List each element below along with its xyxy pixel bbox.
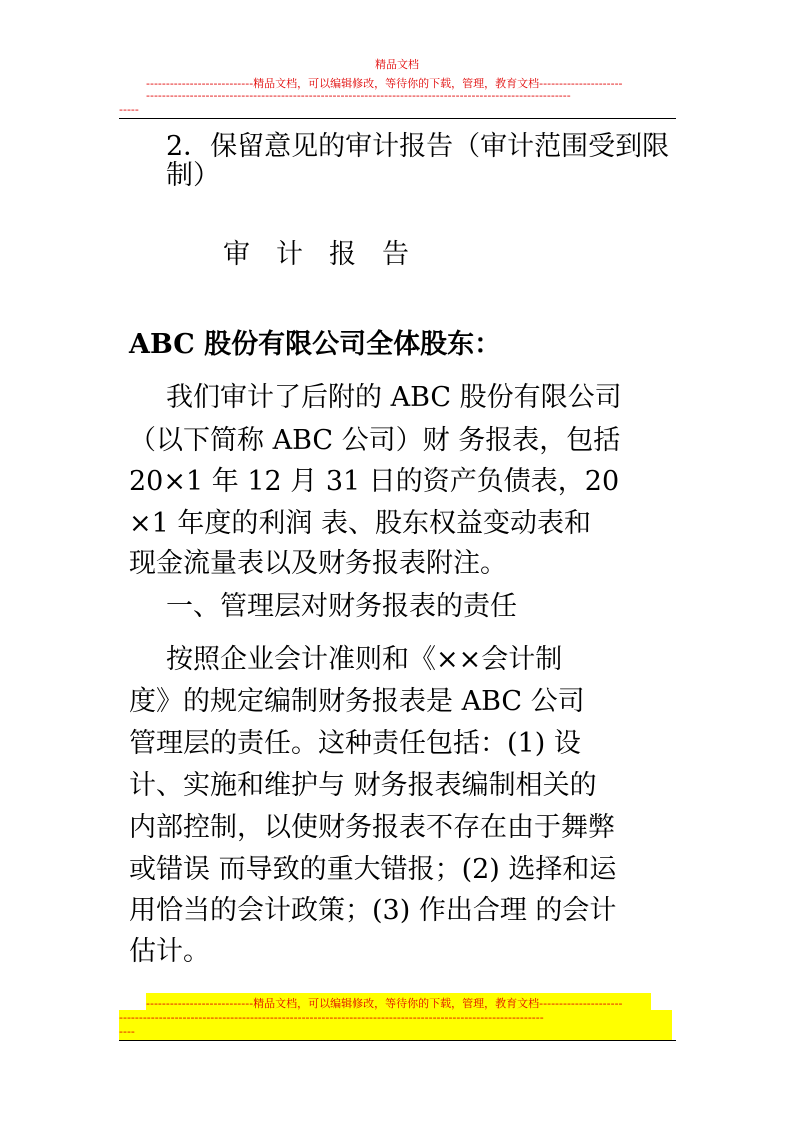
p2-line-6: 或错误 而导致的重大错报；(2) 选择和运	[129, 854, 617, 885]
section-title: 2．保留意见的审计报告（审计范围受到限制）	[166, 131, 670, 191]
header-dash-line-2: -----------------------------------------------------------------------------------------------------------	[146, 89, 571, 102]
addressee: ABC 股份有限公司全体股东：	[129, 329, 502, 360]
p2-line-4: 计、实施和维护与 财务报表编制相关的	[129, 770, 597, 801]
p1-line-2: （以下简称 ABC 公司）财 务报表，包括	[129, 425, 621, 456]
p2-line-2: 度》的规定编制财务报表是 ABC 公司	[129, 686, 585, 717]
footer-dash-line-1: ---------------------------精品文档，可以编辑修改，等待你的下载，管理，教育文档---------------------	[146, 995, 651, 1011]
footer-dash-line-3: ----	[119, 1025, 135, 1038]
footer-dash-line-2: -----------------------------------------------------------------------------------------------------------	[119, 1011, 544, 1024]
header-title: 精品文档	[375, 58, 419, 71]
heading-management-responsibility: 一、管理层对财务报表的责任	[166, 591, 517, 622]
p1-line-1: 我们审计了后附的 ABC 股份有限公司	[166, 382, 622, 413]
p2-line-1: 按照企业会计准则和《××会计制	[166, 644, 563, 675]
header-rule	[119, 118, 676, 119]
header-dash-line-3: -----	[119, 103, 139, 116]
p1-line-4: ×1 年度的利润 表、股东权益变动表和	[129, 508, 591, 539]
p2-line-5: 内部控制，以使财务报表不存在由于舞弊	[129, 812, 615, 843]
report-title: 审计报告	[223, 239, 435, 270]
footer-rule	[119, 1040, 676, 1041]
header-dash-line-1: ---------------------------精品文档，可以编辑修改，等待你的下载，管理，教育文档---------------------	[146, 77, 623, 90]
p2-line-3: 管理层的责任。这种责任包括：(1) 设	[129, 728, 581, 759]
p2-line-8: 估计。	[129, 936, 210, 967]
p2-line-7: 用恰当的会计政策；(3) 作出合理 的会计	[129, 895, 617, 926]
p1-line-3: 20×1 年 12 月 31 日的资产负债表，20	[129, 466, 620, 497]
p1-line-5: 现金流量表以及财务报表附注。	[129, 548, 507, 579]
